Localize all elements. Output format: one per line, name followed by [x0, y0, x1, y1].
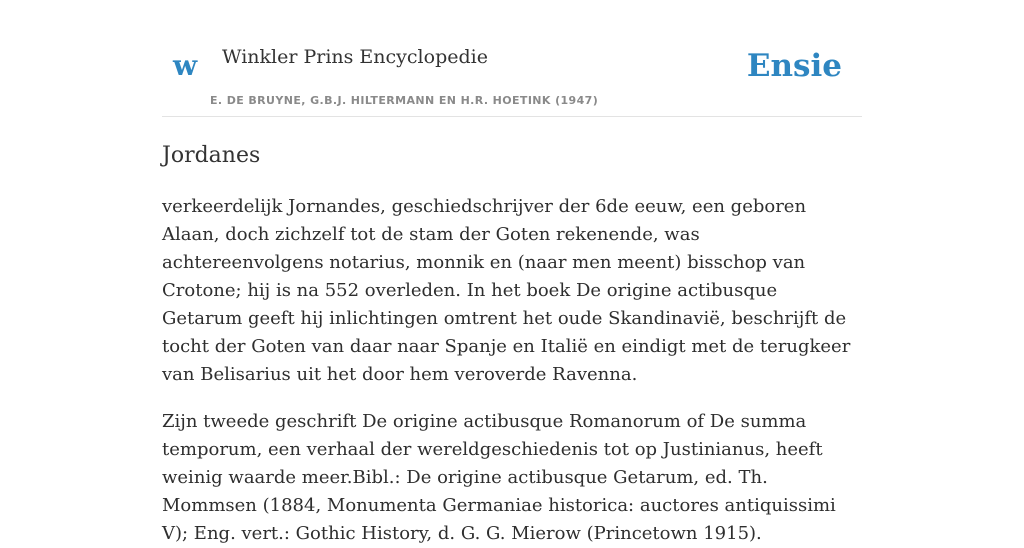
article-paragraph-2: Zijn tweede geschrift De origine actibusque Romanorum of De summa temporum, een verhaal der wereldgeschiedenis tot op Justinianus, heeft weinig waarde meer.Bibl.: De origine actibusque Getarum, ed. Th. Mommsen (1884, Monumenta Germaniae historica: auctores antiquissimi V); Eng. vert.: Gothic History, d. G. G. Mierow (Princetown 1915).	[162, 411, 836, 544]
winkler-prins-logo[interactable]: w	[173, 49, 198, 82]
authors-line: E. DE BRUYNE, G.B.J. HILTERMANN EN H.R. HOETINK (1947)	[210, 94, 599, 107]
ensie-logo[interactable]: Ensie	[746, 48, 842, 84]
page	[162, 0, 862, 548]
site-header	[162, 0, 862, 117]
article-title: Jordanes	[162, 143, 261, 168]
article-paragraph-1: verkeerdelijk Jornandes, geschiedschrijver der 6de eeuw, een geboren Alaan, doch zichzelf tot de stam der Goten rekenende, was achtereenvolgens notarius, monnik en (naar men meent) bisschop van Crotone; hij is na 552 overleden. In het boek De origine actibusque Getarum geeft hij inlichtingen omtrent het oude Skandinavië, beschrijft de tocht der Goten van daar naar Spanje en Italië en eindigt met de terugkeer van Belisarius uit het door hem veroverde Ravenna.	[162, 196, 851, 385]
site-title[interactable]: Winkler Prins Encyclopedie	[222, 46, 488, 68]
